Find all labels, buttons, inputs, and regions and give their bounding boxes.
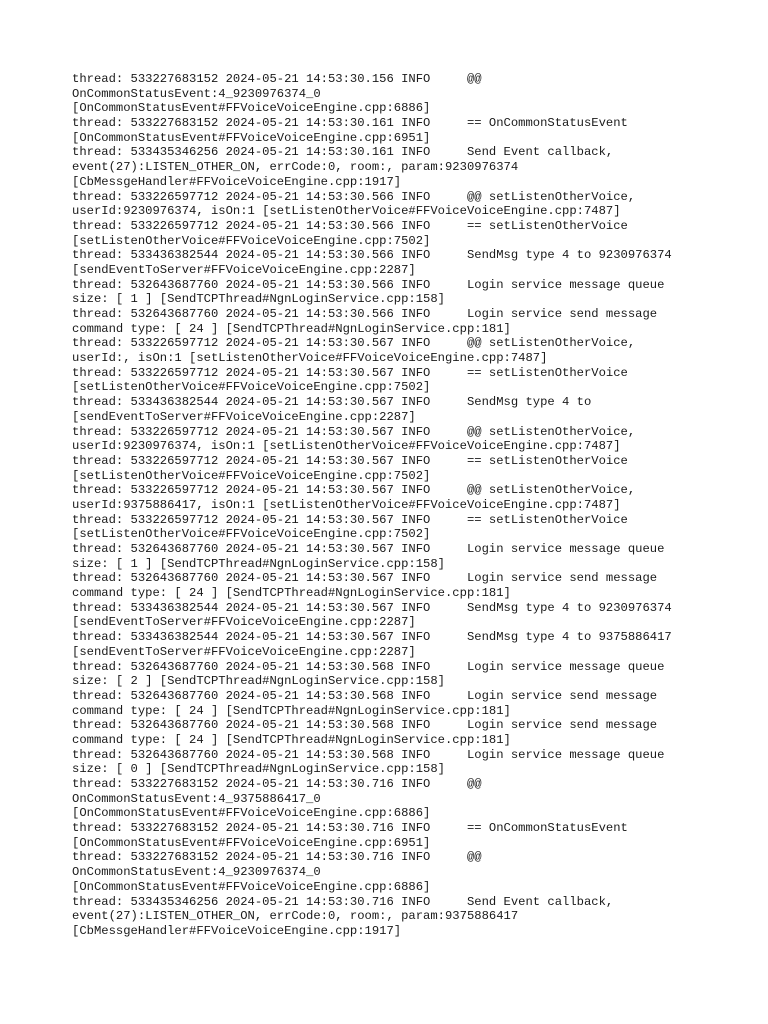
log-line: [OnCommonStatusEvent#FFVoiceVoiceEngine.cpp:6951]	[72, 835, 431, 850]
log-line: command type: [ 24 ] [SendTCPThread#NgnLoginService.cpp:181]	[72, 586, 511, 601]
log-line: thread: 532643687760 2024-05-21 14:53:30.566 INFO Login service message queue	[72, 277, 665, 292]
log-line: thread: 533226597712 2024-05-21 14:53:30.567 INFO @@ setListenOtherVoice,	[72, 336, 636, 351]
log-line: [OnCommonStatusEvent#FFVoiceVoiceEngine.cpp:6886]	[72, 806, 431, 821]
log-line: thread: 533226597712 2024-05-21 14:53:30.567 INFO @@ setListenOtherVoice,	[72, 424, 636, 439]
log-line: thread: 533436382544 2024-05-21 14:53:30.567 INFO SendMsg type 4 to 9375886417	[72, 630, 672, 645]
log-line: thread: 533436382544 2024-05-21 14:53:30.566 INFO SendMsg type 4 to 9230976374	[72, 248, 672, 263]
log-line: event(27):LISTEN_OTHER_ON, errCode:0, room:, param:9230976374	[72, 160, 519, 175]
log-line: [sendEventToServer#FFVoiceVoiceEngine.cpp:2287]	[72, 615, 416, 630]
log-line: [setListenOtherVoice#FFVoiceVoiceEngine.cpp:7502]	[72, 468, 431, 483]
log-line: userId:9230976374, isOn:1 [setListenOtherVoice#FFVoiceVoiceEngine.cpp:7487]	[72, 439, 621, 454]
log-line: [setListenOtherVoice#FFVoiceVoiceEngine.cpp:7502]	[72, 233, 431, 248]
log-line: size: [ 1 ] [SendTCPThread#NgnLoginService.cpp:158]	[72, 292, 445, 307]
log-line: thread: 533226597712 2024-05-21 14:53:30.567 INFO == setListenOtherVoice	[72, 453, 628, 468]
log-line: thread: 533435346256 2024-05-21 14:53:30.716 INFO Send Event callback,	[72, 894, 614, 909]
log-line: OnCommonStatusEvent:4_9230976374_0	[72, 865, 321, 880]
log-line: thread: 533436382544 2024-05-21 14:53:30.567 INFO SendMsg type 4 to 9230976374	[72, 600, 672, 615]
log-line: OnCommonStatusEvent:4_9230976374_0	[72, 86, 321, 101]
log-line: [CbMessgeHandler#FFVoiceVoiceEngine.cpp:1917]	[72, 174, 402, 189]
log-line: command type: [ 24 ] [SendTCPThread#NgnLoginService.cpp:181]	[72, 321, 511, 336]
log-line: thread: 532643687760 2024-05-21 14:53:30.567 INFO Login service send message	[72, 571, 658, 586]
log-line: thread: 533226597712 2024-05-21 14:53:30.567 INFO @@ setListenOtherVoice,	[72, 483, 636, 498]
log-line: userId:9230976374, isOn:1 [setListenOtherVoice#FFVoiceVoiceEngine.cpp:7487]	[72, 204, 621, 219]
log-line: thread: 533435346256 2024-05-21 14:53:30.161 INFO Send Event callback,	[72, 145, 614, 160]
log-line: command type: [ 24 ] [SendTCPThread#NgnLoginService.cpp:181]	[72, 703, 511, 718]
log-line: thread: 533227683152 2024-05-21 14:53:30.161 INFO == OnCommonStatusEvent	[72, 116, 628, 131]
log-line: thread: 533227683152 2024-05-21 14:53:30.716 INFO == OnCommonStatusEvent	[72, 821, 628, 836]
log-line: thread: 532643687760 2024-05-21 14:53:30.568 INFO Login service message queue	[72, 747, 665, 762]
log-line: thread: 533226597712 2024-05-21 14:53:30.566 INFO @@ setListenOtherVoice,	[72, 189, 636, 204]
log-line: thread: 532643687760 2024-05-21 14:53:30.568 INFO Login service send message	[72, 718, 658, 733]
log-line: size: [ 2 ] [SendTCPThread#NgnLoginService.cpp:158]	[72, 674, 445, 689]
log-line: thread: 533227683152 2024-05-21 14:53:30.156 INFO @@	[72, 72, 482, 86]
log-line: size: [ 1 ] [SendTCPThread#NgnLoginService.cpp:158]	[72, 556, 445, 571]
log-line: thread: 532643687760 2024-05-21 14:53:30.568 INFO Login service send message	[72, 688, 658, 703]
log-line: [OnCommonStatusEvent#FFVoiceVoiceEngine.cpp:6886]	[72, 101, 431, 116]
log-line: thread: 533227683152 2024-05-21 14:53:30.716 INFO @@	[72, 777, 482, 791]
log-line: thread: 532643687760 2024-05-21 14:53:30.567 INFO Login service message queue	[72, 542, 665, 556]
log-line: userId:, isOn:1 [setListenOtherVoice#FFVoiceVoiceEngine.cpp:7487]	[72, 351, 548, 366]
log-line: thread: 533226597712 2024-05-21 14:53:30.566 INFO == setListenOtherVoice	[72, 218, 628, 233]
log-line: event(27):LISTEN_OTHER_ON, errCode:0, room:, param:9375886417	[72, 909, 519, 924]
log-line: thread: 533226597712 2024-05-21 14:53:30.567 INFO == setListenOtherVoice	[72, 512, 628, 527]
log-line: command type: [ 24 ] [SendTCPThread#NgnLoginService.cpp:181]	[72, 732, 511, 747]
log-line: [setListenOtherVoice#FFVoiceVoiceEngine.cpp:7502]	[72, 527, 431, 542]
log-line: OnCommonStatusEvent:4_9375886417_0	[72, 791, 321, 806]
log-line: [sendEventToServer#FFVoiceVoiceEngine.cpp:2287]	[72, 409, 416, 424]
log-line: [sendEventToServer#FFVoiceVoiceEngine.cpp:2287]	[72, 644, 416, 659]
log-line: [CbMessgeHandler#FFVoiceVoiceEngine.cpp:1917]	[72, 923, 402, 938]
log-line: thread: 532643687760 2024-05-21 14:53:30.566 INFO Login service send message	[72, 307, 658, 321]
log-line: [OnCommonStatusEvent#FFVoiceVoiceEngine.cpp:6951]	[72, 130, 431, 145]
log-line: thread: 533227683152 2024-05-21 14:53:30.716 INFO @@	[72, 850, 482, 865]
log-line: thread: 533226597712 2024-05-21 14:53:30.567 INFO == setListenOtherVoice	[72, 365, 628, 380]
log-line: thread: 533436382544 2024-05-21 14:53:30.567 INFO SendMsg type 4 to	[72, 395, 592, 410]
log-line: thread: 532643687760 2024-05-21 14:53:30.568 INFO Login service message queue	[72, 659, 665, 674]
log-line: size: [ 0 ] [SendTCPThread#NgnLoginService.cpp:158]	[72, 762, 445, 777]
log-line: userId:9375886417, isOn:1 [setListenOtherVoice#FFVoiceVoiceEngine.cpp:7487]	[72, 497, 621, 512]
log-line: [OnCommonStatusEvent#FFVoiceVoiceEngine.cpp:6886]	[72, 879, 431, 894]
log-text-block	[72, 72, 712, 939]
log-line: [setListenOtherVoice#FFVoiceVoiceEngine.cpp:7502]	[72, 380, 431, 395]
log-line: [sendEventToServer#FFVoiceVoiceEngine.cpp:2287]	[72, 262, 416, 277]
